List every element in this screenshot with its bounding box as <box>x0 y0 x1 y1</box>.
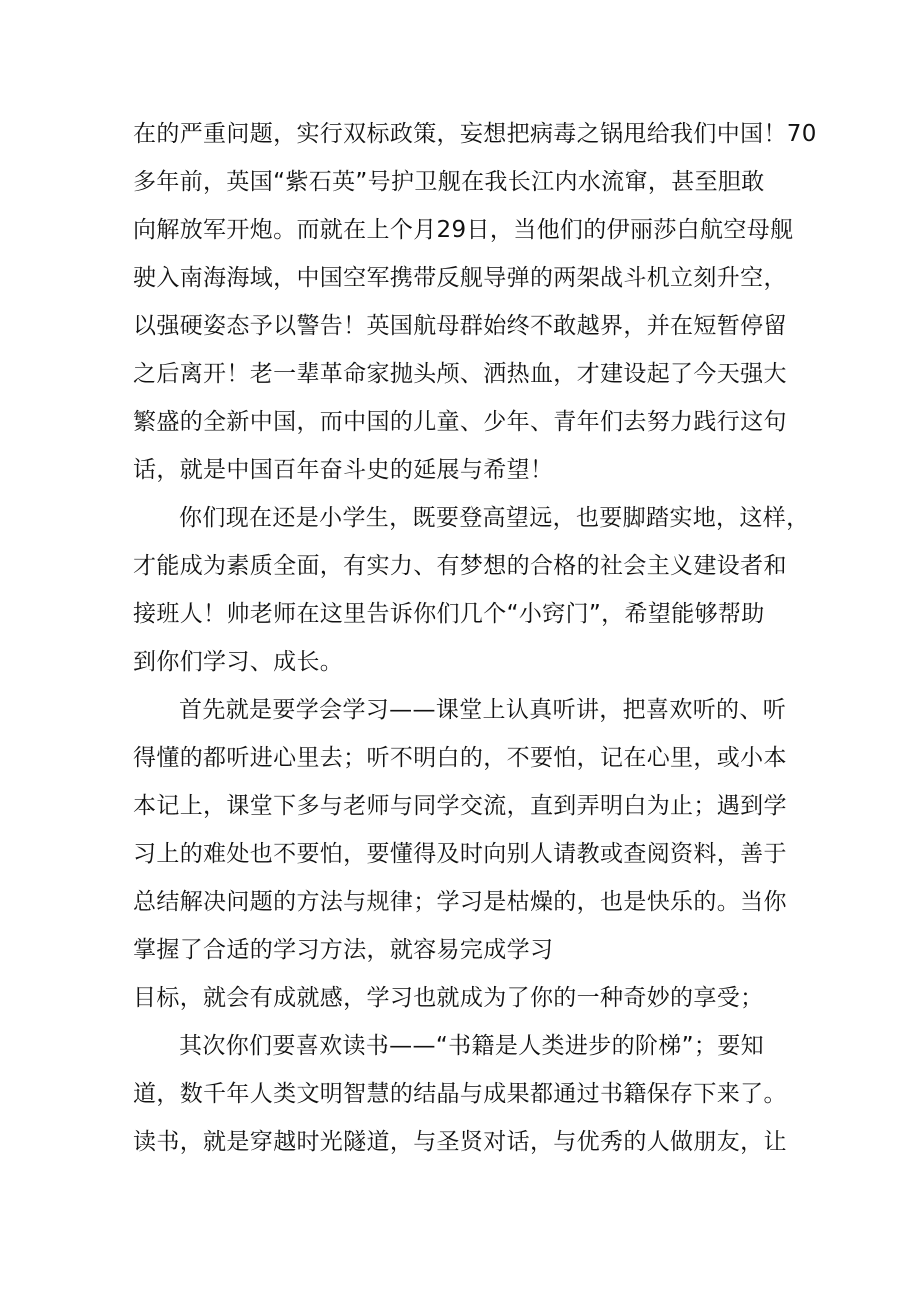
text-line: 读书，就是穿越时光隧道，与圣贤对话，与优秀的人做朋友，让 <box>133 1129 787 1155</box>
text-line: 多年前，英国“紫石英”号护卫舰在我长江内水流窜，甚至胆敢 <box>133 169 765 195</box>
text-line: 习上的难处也不要怕，要懂得及时向别人请教或查阅资料，善于 <box>133 841 787 867</box>
text-line: 掌握了合适的学习方法，就容易完成学习 <box>133 937 554 963</box>
text-line: 目标，就会有成就感，学习也就成为了你的一种奇妙的享受； <box>133 985 764 1011</box>
text-line: 总结解决问题的方法与规律；学习是枯燥的，也是快乐的。当你 <box>133 889 787 915</box>
text-line: 才能成为素质全面，有实力、有梦想的合格的社会主义建设者和 <box>133 553 787 579</box>
text-line: 接班人！帅老师在这里告诉你们几个“小窍门”，希望能够帮助 <box>133 601 765 627</box>
text-line: 在的严重问题，实行双标政策，妄想把病毒之锅甩给我们中国！70 <box>133 121 817 147</box>
text-line: 话，就是中国百年奋斗史的延展与希望！ <box>133 457 554 483</box>
paragraph-first-line: 首先就是要学会学习——课堂上认真听讲，把喜欢听的、听 <box>179 697 787 723</box>
text-line: 以强硬姿态予以警告！英国航母群始终不敢越界，并在短暂停留 <box>133 313 787 339</box>
paragraph-first-line: 其次你们要喜欢读书——“书籍是人类进步的阶梯”；要知 <box>179 1033 764 1059</box>
text-line: 之后离开！老一辈革命家抛头颅、洒热血，才建设起了今天强大 <box>133 361 787 387</box>
paragraph-first-line: 你们现在还是小学生，既要登高望远，也要脚踏实地，这样， <box>179 505 810 531</box>
text-line: 驶入南海海域，中国空军携带反舰导弹的两架战斗机立刻升空， <box>133 265 787 291</box>
text-line: 得懂的都听进心里去；听不明白的，不要怕，记在心里，或小本 <box>133 745 787 771</box>
text-line: 到你们学习、成长。 <box>133 649 344 675</box>
text-line: 道，数千年人类文明智慧的结晶与成果都通过书籍保存下来了。 <box>133 1081 787 1107</box>
text-line: 本记上，课堂下多与老师与同学交流，直到弄明白为止；遇到学 <box>133 793 787 819</box>
text-line: 繁盛的全新中国，而中国的儿童、少年、青年们去努力践行这句 <box>133 409 787 435</box>
text-line: 向解放军开炮。而就在上个月29日，当他们的伊丽莎白航空母舰 <box>133 217 794 243</box>
document-body <box>133 110 817 1166</box>
